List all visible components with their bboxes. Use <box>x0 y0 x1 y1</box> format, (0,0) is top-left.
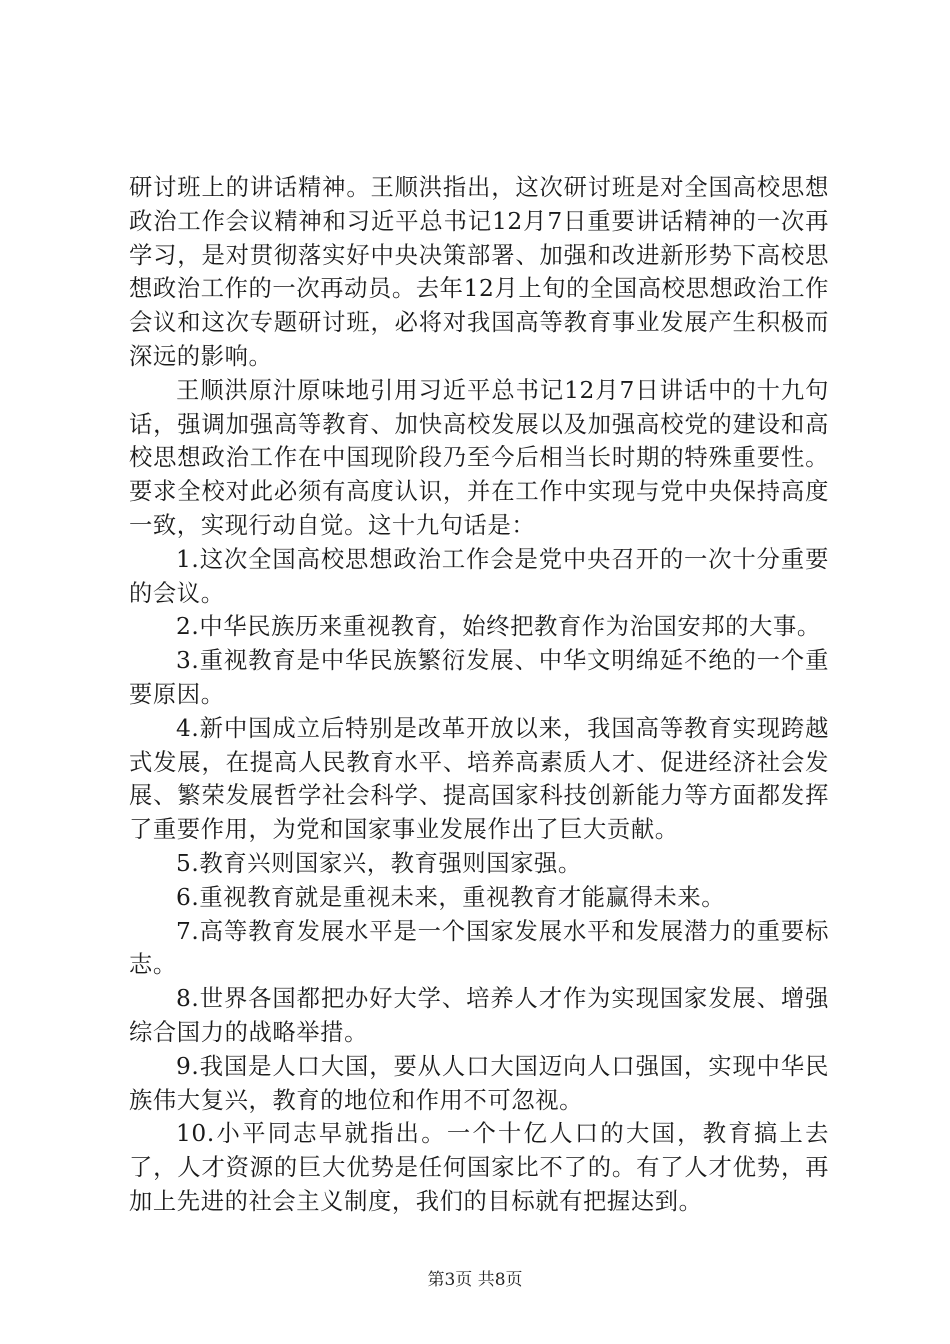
list-item-5: 5.教育兴则国家兴，教育强则国家强。 <box>176 849 582 877</box>
paragraph-intro: 王顺洪原汁原味地引用习近平总书记12月7日讲话中的十九句话，强调加强高等教育、加快高校发展以及加强高校党的建设和高校思想政治工作在中国现阶段乃至今后相当长时期的特殊重要性。要求全校对此必须有高度认识，并在工作中实现与党中央保持高度一致，实现行动自觉。这十九句话是： <box>129 376 829 539</box>
list-item-10: 10.小平同志早就指出。一个十亿人口的大国，教育搞上去了，人才资源的巨大优势是任何国家比不了的。有了人才优势，再加上先进的社会主义制度，我们的目标就有把握达到。 <box>129 1120 829 1215</box>
list-item-9: 9.我国是人口大国，要从人口大国迈向人口强国，实现中华民族伟大复兴，教育的地位和作用不可忽视。 <box>129 1052 829 1114</box>
list-item-6: 6.重视教育就是重视未来，重视教育才能赢得未来。 <box>176 883 726 911</box>
list-item-1: 1.这次全国高校思想政治工作会是党中央召开的一次十分重要的会议。 <box>129 545 829 607</box>
page-number-footer: 第3页 共8页 <box>427 1270 523 1290</box>
list-item-4: 4.新中国成立后特别是改革开放以来，我国高等教育实现跨越式发展，在提高人民教育水平、培养高素质人才、促进经济社会发展、繁荣发展哲学社会科学、提高国家科技创新能力等方面都发挥了重要作用，为党和国家事业发展作出了巨大贡献。 <box>129 714 829 844</box>
paragraph-continuation: 研讨班上的讲话精神。王顺洪指出，这次研讨班是对全国高校思想政治工作会议精神和习近平总书记12月7日重要讲话精神的一次再学习，是对贯彻落实好中央决策部署、加强和改进新形势下高校思想政治工作的一次再动员。去年12月上旬的全国高校思想政治工作会议和这次专题研讨班，必将对我国高等教育事业发展产生积极而深远的影响。 <box>129 174 829 370</box>
list-item-7: 7.高等教育发展水平是一个国家发展水平和发展潜力的重要标志。 <box>129 917 829 979</box>
list-item-3: 3.重视教育是中华民族繁衍发展、中华文明绵延不绝的一个重要原因。 <box>129 647 829 708</box>
list-item-8: 8.世界各国都把办好大学、培养人才作为实现国家发展、增强综合国力的战略举措。 <box>129 985 829 1046</box>
list-item-2: 2.中华民族历来重视教育，始终把教育作为治国安邦的大事。 <box>176 613 821 641</box>
document-body <box>129 171 829 1219</box>
